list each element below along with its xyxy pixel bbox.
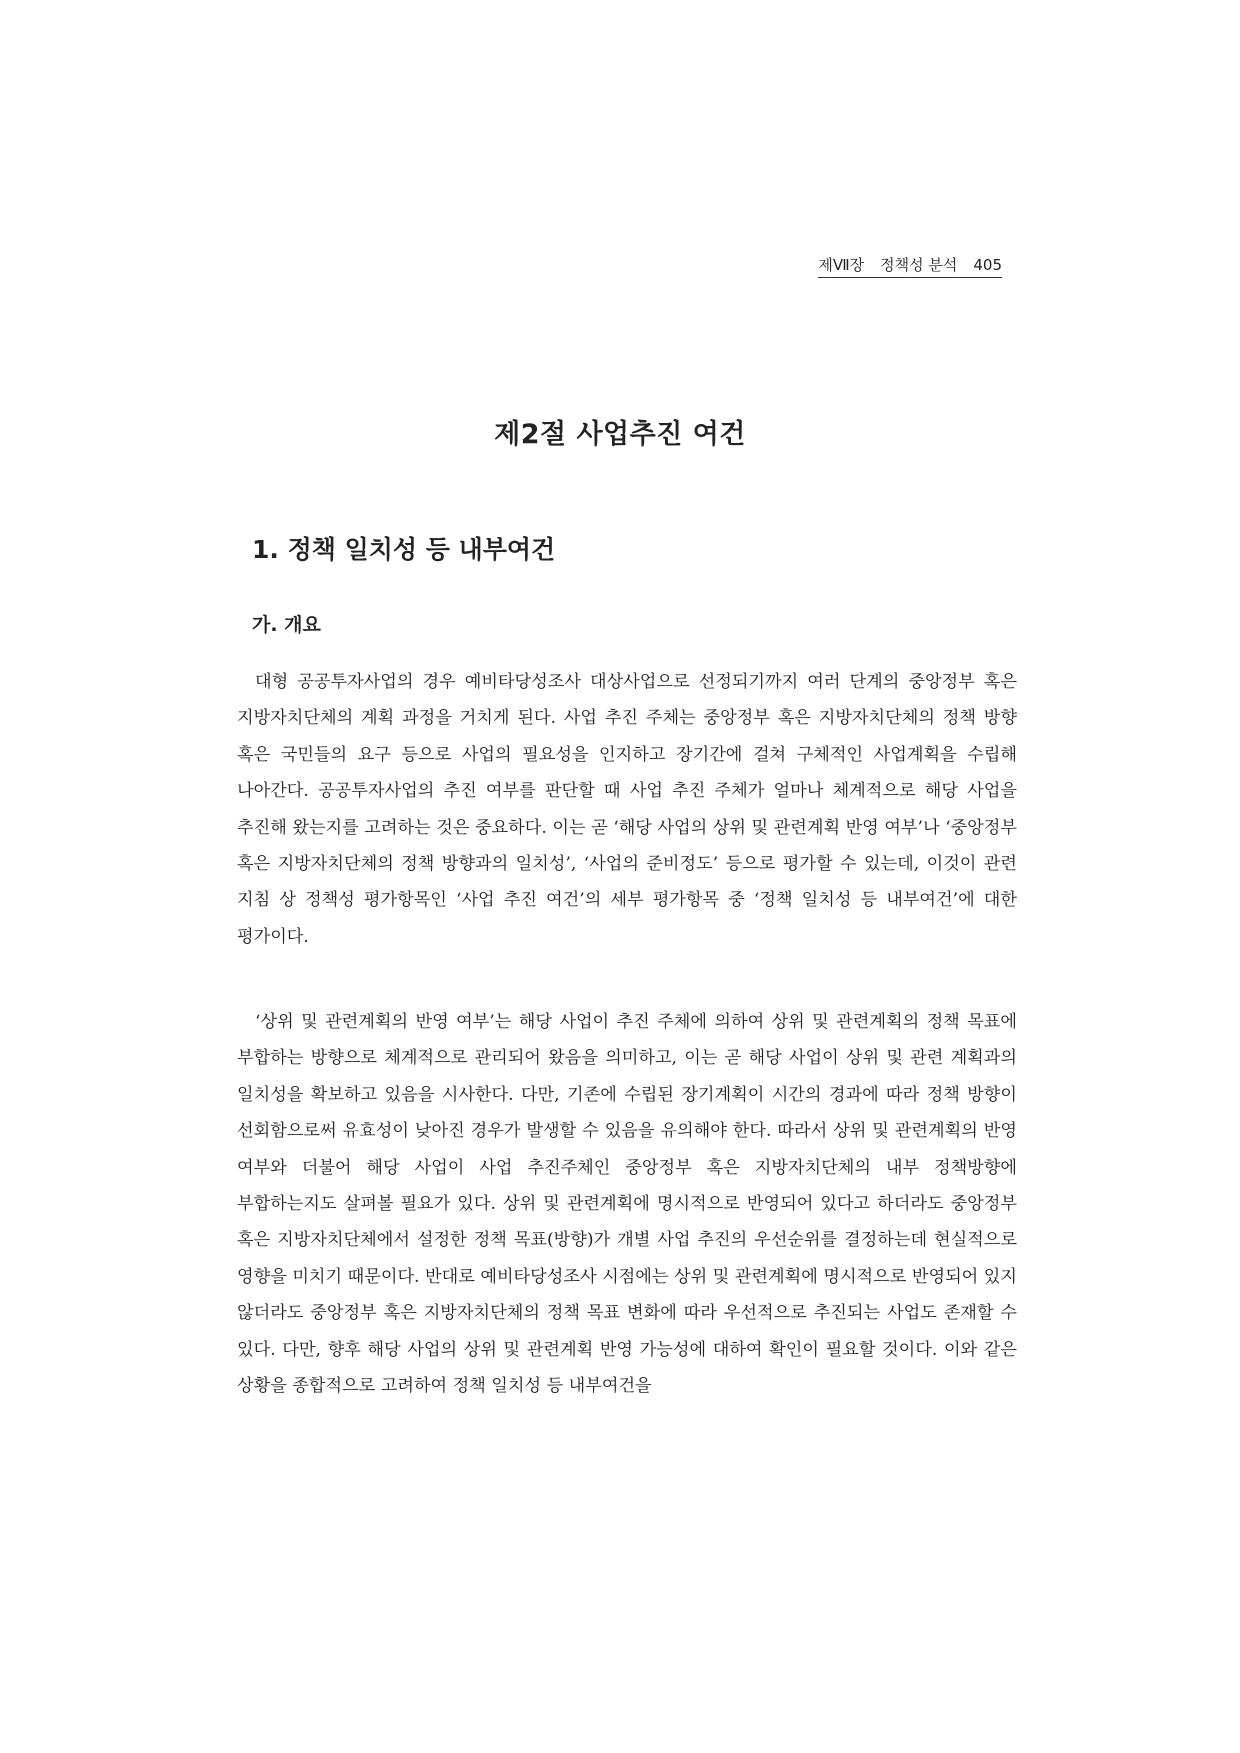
body-paragraph-1: 대형 공공투자사업의 경우 예비타당성조사 대상사업으로 선정되기까지 여러 단계의 중앙정부 혹은 지방자치단체의 계획 과정을 거치게 된다. 사업 추진 주체는 중앙정부 혹은 지방자치단체의 정책 방향 혹은 국민들의 요구 등으로 사업의 필요성을 인지하고 장기간에 걸쳐 구체적인 사업계획을 수립해 나아간다. 공공투자사업의 추진 여부를 판단할 때 사업 추진 주체가 얼마나 체계적으로 해당 사업을 추진해 왔는지를 고려하는 것은 중요하다. 이는 곧 ‘해당 사업의 상위 및 관련계획 반영 여부’나 ‘중앙정부 혹은 지방자치단체의 정책 방향과의 일치성’, ‘사업의 준비정도’ 등으로 평가할 수 있는데, 이것이 관련 지침 상 정책성 평가항목인 ‘사업 추진 여건’의 세부 평가항목 중 ‘정책 일치성 등 내부여건’에 대한 평가이다. bbox=[237, 672, 1017, 947]
section-title: 제2절 사업추진 여건 bbox=[494, 419, 746, 450]
subsection-title: 1. 정책 일치성 등 내부여건 bbox=[252, 535, 556, 564]
body-paragraph-2: ‘상위 및 관련계획의 반영 여부’는 해당 사업이 추진 주체에 의하여 상위 및 관련계획의 정책 목표에 부합하는 방향으로 체계적으로 관리되어 왔음을 의미하고, 이는 곧 해당 사업이 상위 및 관련 계획과의 일치성을 확보하고 있음을 시사한다. 다만, 기존에 수립된 장기계획이 시간의 경과에 따라 정책 방향이 선회함으로써 유효성이 낮아진 경우가 발생할 수 있음을 유의해야 한다. 따라서 상위 및 관련계획의 반영 여부와 더불어 해당 사업이 사업 추진주체인 중앙정부 혹은 지방자치단체의 내부 정책방향에 부합하는지도 살펴볼 필요가 있다. 상위 및 관련계획에 명시적으로 반영되어 있다고 하더라도 중앙정부 혹은 지방자치단체에서 설정한 정책 목표(방향)가 개별 사업 추진의 우선순위를 결정하는데 현실적으로 영향을 미치기 때문이다. 반대로 예비타당성조사 시점에는 상위 및 관련계획에 명시적으로 반영되어 있지 않더라도 중앙정부 혹은 지방자치단체의 정책 목표 변화에 따라 우선적으로 추진되는 사업도 존재할 수 있다. 다만, 향후 해당 사업의 상위 및 관련계획 반영 가능성에 대하여 확인이 필요할 것이다. 이와 같은 상황을 종합적으로 고려하여 정책 일치성 등 내부여건을 bbox=[237, 1012, 1017, 1397]
header-chapter: 제Ⅶ장 bbox=[818, 256, 865, 274]
header-chapter-title: 정책성 분석 bbox=[880, 256, 958, 274]
header-page-number: 405 bbox=[973, 256, 1002, 274]
running-header bbox=[818, 254, 1002, 278]
subsubsection-title: 가. 개요 bbox=[252, 614, 321, 636]
